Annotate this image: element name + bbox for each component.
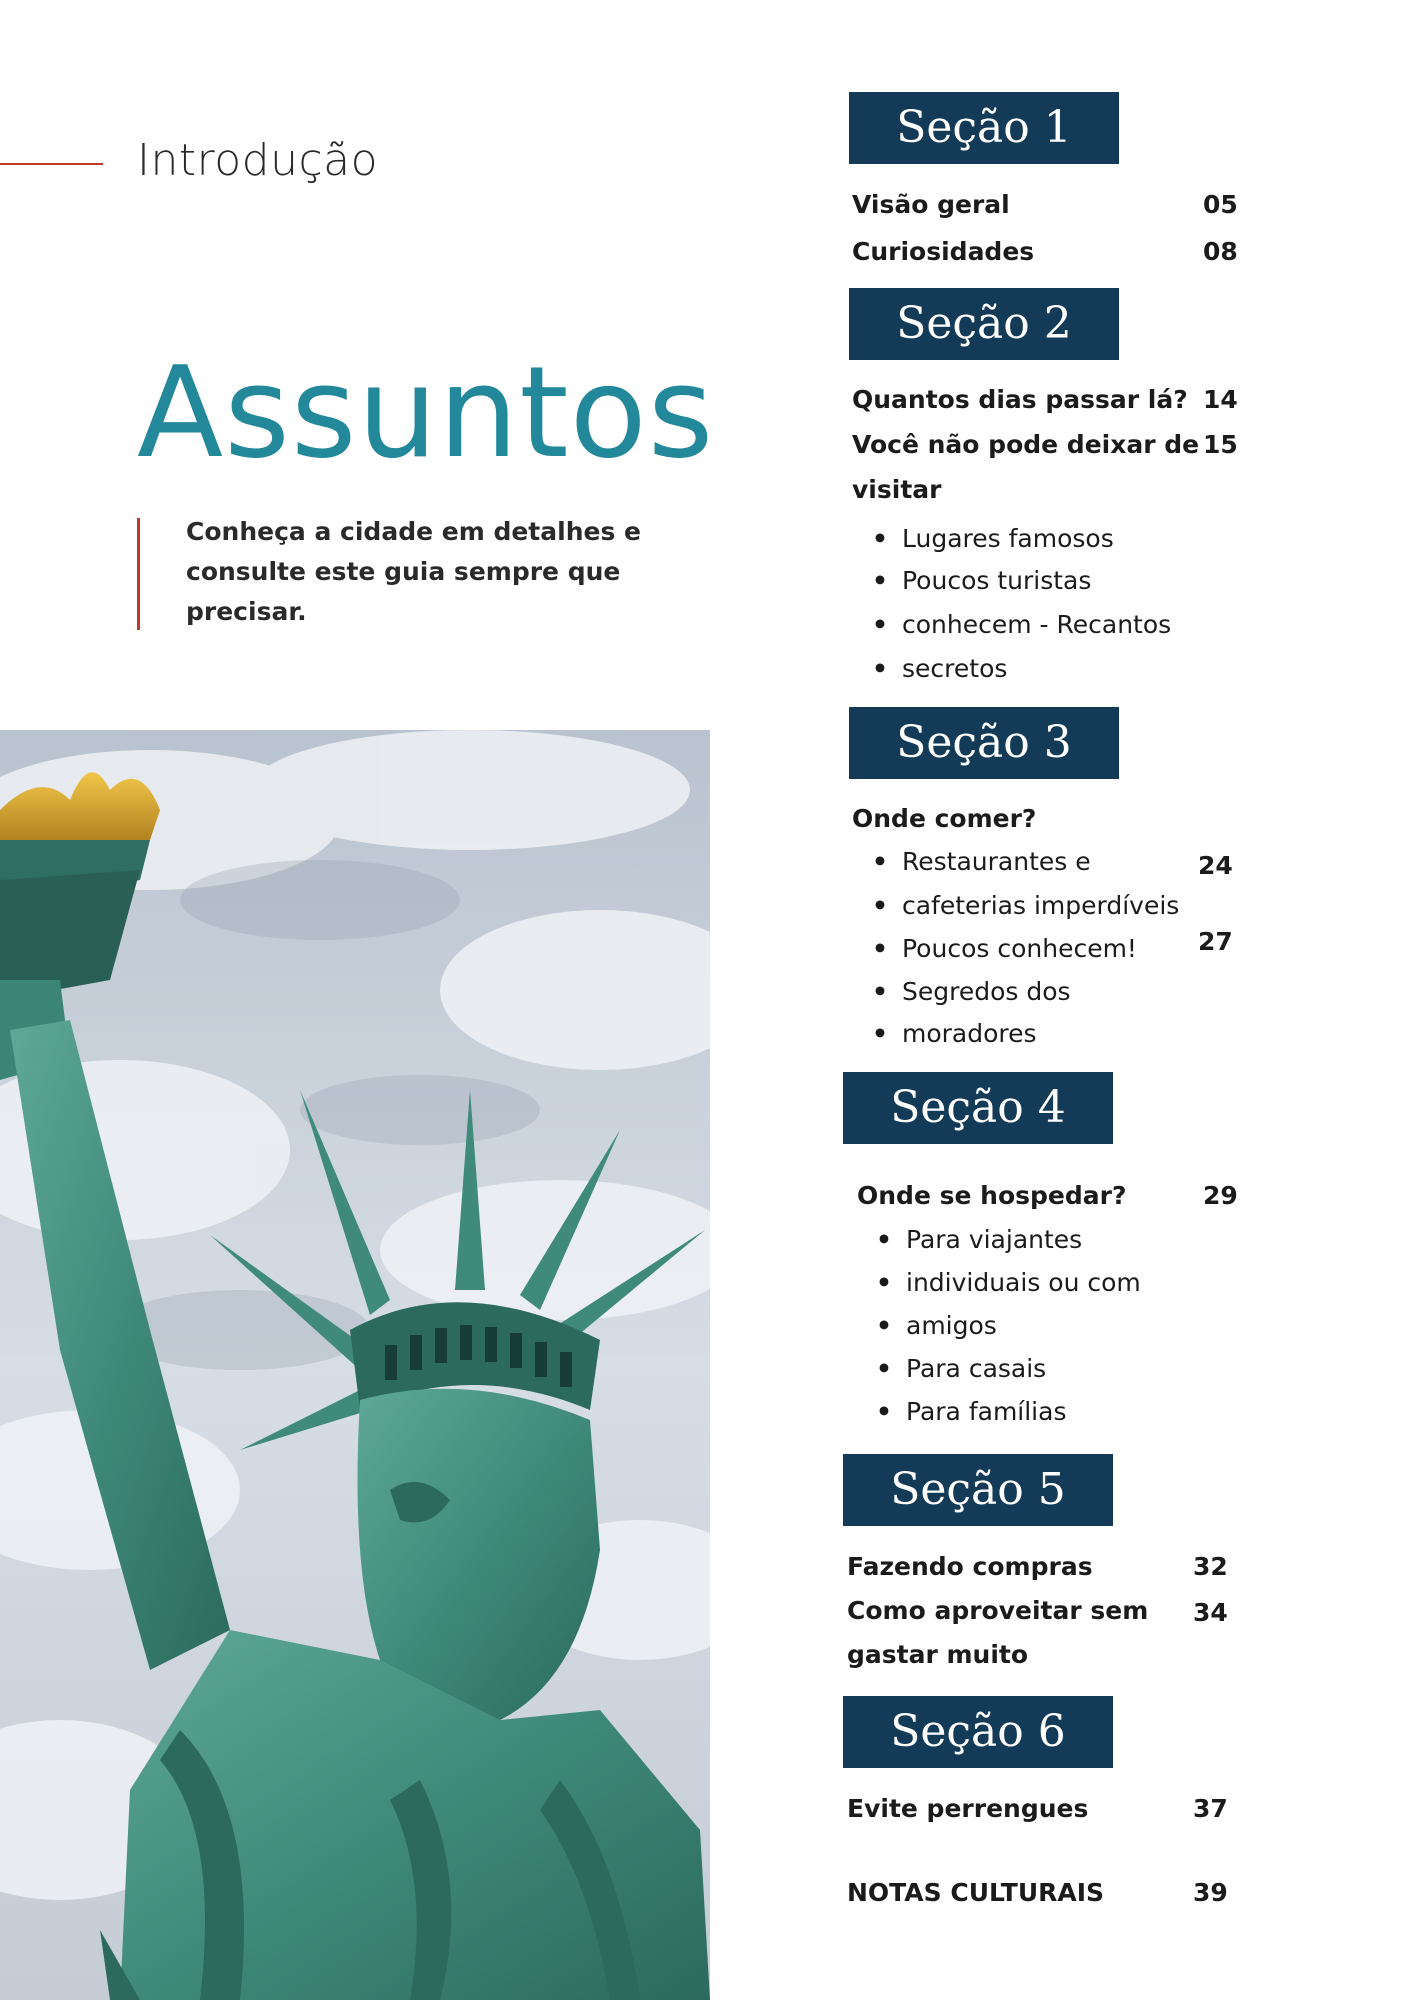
toc-page-quantos-dias: 14: [1203, 385, 1238, 414]
toc-page-curiosidades: 08: [1203, 237, 1238, 266]
toc-bullet-restaurantes-line2: • cafeterias imperdíveis: [902, 884, 1179, 928]
toc-page-visao-geral: 05: [1203, 190, 1238, 219]
intro-quote: Conheça a cidade em detalhes e consulte este guia sempre que precisar.: [186, 517, 641, 626]
toc-bullet-segredos-line2: • Segredos dos: [902, 970, 1071, 1014]
section-4-header: Seção 4: [843, 1072, 1113, 1144]
intro-accent-line: [0, 163, 103, 165]
toc-page-evite-perrengues: 37: [1193, 1794, 1228, 1823]
toc-item-nao-pode-deixar-line2: visitar: [852, 475, 942, 504]
section-5-header: Seção 5: [843, 1454, 1113, 1526]
toc-page-nao-pode-deixar: 15: [1203, 430, 1238, 459]
toc-bullet-casais: • Para casais: [906, 1347, 1046, 1391]
toc-item-nao-pode-deixar: Você não pode deixar de: [852, 430, 1200, 459]
toc-bullet-segredos-line3: • moradores: [902, 1012, 1037, 1056]
quote-accent-bar: [137, 518, 140, 630]
statue-of-liberty-photo: [0, 730, 710, 2000]
toc-item-evite-perrengues: Evite perrengues: [847, 1794, 1089, 1823]
toc-bullet-viajantes-line3: • amigos: [906, 1304, 997, 1348]
section-3-header: Seção 3: [849, 707, 1119, 779]
toc-page-notas-culturais: 39: [1193, 1878, 1228, 1907]
toc-page-onde-hospedar: 29: [1203, 1181, 1238, 1210]
toc-bullet-restaurantes: • Restaurantes e: [902, 840, 1091, 884]
toc-item-aproveitar: Como aproveitar sem: [847, 1596, 1149, 1625]
intro-label: Introdução: [137, 135, 379, 186]
section-1-header: Seção 1: [849, 92, 1119, 164]
toc-page-segredos: 27: [1198, 927, 1233, 956]
toc-bullet-viajantes-line2: • individuais ou com: [906, 1261, 1141, 1305]
page-title: Assuntos: [137, 339, 715, 486]
toc-bullet-viajantes: • Para viajantes: [906, 1218, 1082, 1262]
toc-page-aproveitar: 34: [1193, 1598, 1228, 1627]
toc-bullet-familias: • Para famílias: [906, 1390, 1066, 1434]
toc-item-notas-culturais: NOTAS CULTURAIS: [847, 1878, 1105, 1907]
toc-item-quantos-dias: Quantos dias passar lá?: [852, 385, 1188, 414]
toc-bullet-lugares-famosos: • Lugares famosos: [902, 517, 1114, 561]
toc-item-fazendo-compras: Fazendo compras: [847, 1552, 1093, 1581]
toc-item-aproveitar-line2: gastar muito: [847, 1640, 1029, 1669]
section-6-header: Seção 6: [843, 1696, 1113, 1768]
toc-item-curiosidades: Curiosidades: [852, 237, 1035, 266]
toc-bullet-segredos: • Poucos conhecem!: [902, 927, 1137, 971]
toc-item-onde-comer: Onde comer?: [852, 804, 1037, 833]
toc-item-onde-hospedar: Onde se hospedar?: [857, 1181, 1127, 1210]
toc-item-visao-geral: Visão geral: [852, 190, 1010, 219]
toc-page-restaurantes: 24: [1198, 851, 1233, 880]
toc-bullet-poucos-turistas: • Poucos turistas: [902, 559, 1091, 603]
toc-bullet-poucos-turistas-line3: • secretos: [902, 647, 1007, 691]
toc-page-fazendo-compras: 32: [1193, 1552, 1228, 1581]
section-2-header: Seção 2: [849, 288, 1119, 360]
statue-illustration: [0, 730, 710, 2000]
toc-bullet-poucos-turistas-line2: • conhecem - Recantos: [902, 603, 1171, 647]
